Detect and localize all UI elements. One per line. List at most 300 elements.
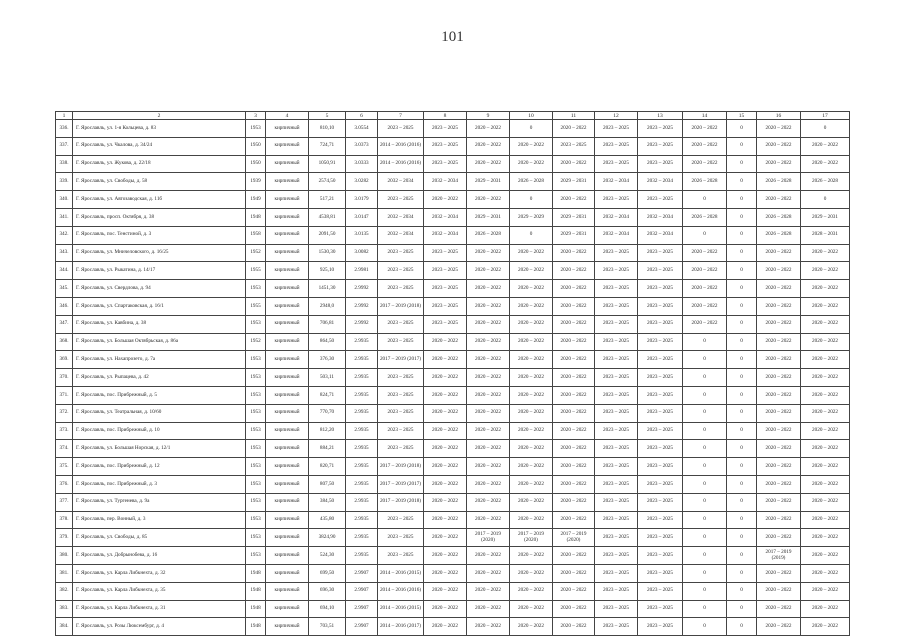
table-cell: 2.9935 xyxy=(346,458,378,476)
row-number-cell: 383. xyxy=(56,600,73,618)
table-cell: 0 xyxy=(683,404,727,422)
row-number-cell: 337. xyxy=(56,137,73,155)
table-cell: 2023 – 2025 xyxy=(424,315,467,333)
table-cell: 2020 – 2022 xyxy=(467,458,510,476)
table-cell: кирпичный xyxy=(266,618,309,636)
table-cell: 1953 xyxy=(246,547,266,565)
table-cell: 2017 – 2019 (2019) xyxy=(757,547,801,565)
table-cell: кирпичный xyxy=(266,386,309,404)
table-cell: 1939 xyxy=(246,173,266,191)
table-cell: 1955 xyxy=(246,297,266,315)
table-cell: 2023 – 2025 xyxy=(595,493,638,511)
table-cell: 0 xyxy=(683,493,727,511)
table-cell: 1948 xyxy=(246,564,266,582)
table-cell: 2020 – 2022 xyxy=(757,564,801,582)
column-number-cell: 2 xyxy=(73,112,246,120)
table-cell: 2020 – 2022 xyxy=(510,458,553,476)
table-cell: 2020 – 2022 xyxy=(424,422,467,440)
table-cell: 2023 – 2025 xyxy=(424,262,467,280)
row-number-cell: 369. xyxy=(56,351,73,369)
table-cell: 2020 – 2022 xyxy=(424,404,467,422)
table-cell: 2017 – 2019 (2018) xyxy=(378,493,424,511)
address-cell: Г. Ярославль, пос. Прибрежный, д. 12 xyxy=(73,458,246,476)
table-cell: 2020 – 2022 xyxy=(510,244,553,262)
table-cell: 2023 – 2025 xyxy=(378,386,424,404)
address-cell: Г. Ярославль, пос. Тенстиной, д. 3 xyxy=(73,226,246,244)
table-cell: 1950 xyxy=(246,155,266,173)
row-number-cell: 371. xyxy=(56,386,73,404)
table-cell: 2020 – 2022 xyxy=(757,600,801,618)
table-cell: 820,71 xyxy=(309,458,346,476)
table-row xyxy=(56,440,850,458)
table-cell: 0 xyxy=(683,511,727,529)
table-cell: 2020 – 2022 xyxy=(510,137,553,155)
row-number-cell: 343. xyxy=(56,244,73,262)
table-cell: 503,11 xyxy=(309,369,346,387)
table-cell: 2020 – 2022 xyxy=(424,333,467,351)
table-cell: 2023 – 2025 xyxy=(378,440,424,458)
table-cell: 2014 – 2016 (2016) xyxy=(378,155,424,173)
table-cell: 770,70 xyxy=(309,404,346,422)
table-cell: 2.9935 xyxy=(346,511,378,529)
table-cell: 0 xyxy=(683,191,727,209)
column-number-cell: 8 xyxy=(424,112,467,120)
table-cell: 2091,50 xyxy=(309,226,346,244)
table-cell: 1451,30 xyxy=(309,280,346,298)
table-cell: 2032 – 2034 xyxy=(595,208,638,226)
table-cell: 2023 – 2025 xyxy=(638,475,683,493)
table-cell: 696,30 xyxy=(309,582,346,600)
table-cell: 2023 – 2025 xyxy=(595,244,638,262)
column-number-cell: 11 xyxy=(553,112,595,120)
column-number-cell: 17 xyxy=(801,112,850,120)
table-cell: 1953 xyxy=(246,493,266,511)
table-cell: 2020 – 2022 xyxy=(757,333,801,351)
table-cell: 384,50 xyxy=(309,493,346,511)
table-cell: 0 xyxy=(683,351,727,369)
table-cell: 2020 – 2022 xyxy=(510,440,553,458)
table-cell: 0 xyxy=(727,351,757,369)
table-cell: 2032 – 2034 xyxy=(638,173,683,191)
table-cell: 3.0179 xyxy=(346,191,378,209)
table-cell: 2020 – 2022 xyxy=(467,493,510,511)
table-cell: 2023 – 2025 xyxy=(595,511,638,529)
table-cell: 2020 – 2022 xyxy=(801,333,850,351)
table-cell: 2020 – 2022 xyxy=(467,351,510,369)
table-cell: 0 xyxy=(727,600,757,618)
table-cell: 2020 – 2022 xyxy=(801,547,850,565)
row-number-cell: 377. xyxy=(56,493,73,511)
table-cell: 1948 xyxy=(246,208,266,226)
table-row xyxy=(56,475,850,493)
table-cell: 0 xyxy=(727,582,757,600)
table-cell: 2017 – 2019 (2017) xyxy=(378,351,424,369)
table-cell: кирпичный xyxy=(266,333,309,351)
table-cell: 1050,91 xyxy=(309,155,346,173)
column-number-cell: 4 xyxy=(266,112,309,120)
table-cell: кирпичный xyxy=(266,226,309,244)
table-cell: 2020 – 2022 xyxy=(467,511,510,529)
table-cell: 0 xyxy=(510,191,553,209)
table-cell: 2023 – 2025 xyxy=(595,475,638,493)
table-cell: 2023 – 2025 xyxy=(638,351,683,369)
address-cell: Г. Ярославль, ул. Карла Либкнехта, д. 32 xyxy=(73,564,246,582)
table-cell: 2023 – 2025 xyxy=(595,155,638,173)
table-cell: 0 xyxy=(683,564,727,582)
table-cell: 2020 – 2022 xyxy=(424,369,467,387)
table-cell: кирпичный xyxy=(266,493,309,511)
table-cell: 0 xyxy=(727,511,757,529)
table-cell: 2020 – 2022 xyxy=(553,547,595,565)
table-cell: 0 xyxy=(683,422,727,440)
table-cell: 0 xyxy=(727,297,757,315)
table-cell: 2.9935 xyxy=(346,475,378,493)
table-cell: 2020 – 2022 xyxy=(424,600,467,618)
row-number-cell: 341. xyxy=(56,208,73,226)
table-row xyxy=(56,600,850,618)
table-cell: 2023 – 2025 xyxy=(638,369,683,387)
table-cell: 2020 – 2022 xyxy=(553,369,595,387)
table-cell: 2020 – 2022 xyxy=(424,475,467,493)
table-cell: 2020 – 2022 xyxy=(467,369,510,387)
table-cell: 2020 – 2022 xyxy=(553,475,595,493)
table-cell: 2032 – 2034 xyxy=(638,226,683,244)
table-cell: 2020 – 2022 xyxy=(553,191,595,209)
table-cell: 2023 – 2025 xyxy=(595,547,638,565)
table-cell: 1953 xyxy=(246,458,266,476)
table-cell: 2020 – 2022 xyxy=(553,422,595,440)
table-cell: 2.9992 xyxy=(346,315,378,333)
table-cell: 810,10 xyxy=(309,120,346,138)
table-cell: 2020 – 2022 xyxy=(757,369,801,387)
table-cell: 0 xyxy=(727,315,757,333)
table-cell: 2023 – 2025 xyxy=(378,511,424,529)
table-cell: 2023 – 2025 xyxy=(378,369,424,387)
table-cell: кирпичный xyxy=(266,369,309,387)
table-cell: 2020 – 2022 xyxy=(510,315,553,333)
table-cell: 0 xyxy=(727,422,757,440)
table-cell: 2020 – 2022 xyxy=(553,493,595,511)
address-cell: Г. Ярославль, ул. 1-я Кольцева, д. 83 xyxy=(73,120,246,138)
table-cell: 3824,90 xyxy=(309,529,346,547)
table-cell: 2.9907 xyxy=(346,600,378,618)
table-cell: кирпичный xyxy=(266,529,309,547)
table-cell: 2020 – 2022 xyxy=(757,137,801,155)
table-row xyxy=(56,582,850,600)
table-cell: 2023 – 2025 xyxy=(595,120,638,138)
table-cell: 2020 – 2022 xyxy=(757,404,801,422)
table-row xyxy=(56,493,850,511)
table-cell: 2020 – 2022 xyxy=(510,582,553,600)
table-cell: 2020 – 2022 xyxy=(757,155,801,173)
row-number-cell: 381. xyxy=(56,564,73,582)
table-cell: 2020 – 2022 xyxy=(553,155,595,173)
row-number-cell: 342. xyxy=(56,226,73,244)
table-cell: 2020 – 2022 xyxy=(801,369,850,387)
column-number-cell: 10 xyxy=(510,112,553,120)
table-cell: 2020 – 2022 xyxy=(757,386,801,404)
table-cell: 2020 – 2022 xyxy=(553,440,595,458)
table-cell: 2023 – 2025 xyxy=(638,511,683,529)
table-cell: 1953 xyxy=(246,120,266,138)
address-cell: Г. Ярославль, ул. Большая Норская, д. 12/1 xyxy=(73,440,246,458)
table-cell: кирпичный xyxy=(266,208,309,226)
address-cell: Г. Ярославль, ул. Свободы, д. 58 xyxy=(73,173,246,191)
table-cell: 2023 – 2025 xyxy=(378,529,424,547)
address-cell: Г. Ярославль, ул. Тургенева, д. 9а xyxy=(73,493,246,511)
table-cell: 2948,0 xyxy=(309,297,346,315)
table-cell: 925,10 xyxy=(309,262,346,280)
table-cell: кирпичный xyxy=(266,458,309,476)
address-cell: Г. Ярославль, ул. Карла Либкнехта, д. 35 xyxy=(73,582,246,600)
table-cell: 2023 – 2025 xyxy=(378,120,424,138)
table-cell: 2023 – 2025 xyxy=(424,120,467,138)
table-cell: 2020 – 2022 xyxy=(801,600,850,618)
address-cell: Г. Ярославль, ул. Добрынобева, д. 16 xyxy=(73,547,246,565)
table-cell: 2020 – 2022 xyxy=(553,458,595,476)
table-cell: 2032 – 2034 xyxy=(595,173,638,191)
table-cell: 2020 – 2022 xyxy=(553,511,595,529)
table-cell: 2020 – 2022 xyxy=(424,191,467,209)
table-cell: 2023 – 2025 xyxy=(638,315,683,333)
table-cell: 1948 xyxy=(246,582,266,600)
table-cell: 1955 xyxy=(246,262,266,280)
table-cell: 2032 – 2034 xyxy=(378,226,424,244)
table-cell: кирпичный xyxy=(266,191,309,209)
table-row xyxy=(56,547,850,565)
table-cell: 2032 – 2034 xyxy=(424,226,467,244)
table-cell: 2020 – 2022 xyxy=(683,137,727,155)
table-cell: 524,30 xyxy=(309,547,346,565)
address-cell: Г. Ярославль, ул. Свободы, д. 85 xyxy=(73,529,246,547)
table-cell: 2020 – 2022 xyxy=(757,475,801,493)
table-cell: 2.9907 xyxy=(346,582,378,600)
table-cell: 1953 xyxy=(246,475,266,493)
table-cell: кирпичный xyxy=(266,137,309,155)
table-cell: 2020 – 2022 xyxy=(510,564,553,582)
table-cell: 2023 – 2025 xyxy=(595,297,638,315)
table-cell: 2023 – 2025 xyxy=(378,191,424,209)
column-number-cell: 12 xyxy=(595,112,638,120)
table-cell: 2020 – 2022 xyxy=(510,404,553,422)
table-cell: 2020 – 2022 xyxy=(510,475,553,493)
table-cell: 2020 – 2022 xyxy=(467,315,510,333)
table-cell: 2023 – 2025 xyxy=(595,280,638,298)
table-cell: 2020 – 2022 xyxy=(757,351,801,369)
table-cell: кирпичный xyxy=(266,262,309,280)
table-cell: 2020 – 2022 xyxy=(510,547,553,565)
table-cell: 2020 – 2022 xyxy=(757,582,801,600)
table-cell: 2020 – 2022 xyxy=(801,262,850,280)
table-row xyxy=(56,262,850,280)
table-cell: 2020 – 2022 xyxy=(801,137,850,155)
row-number-cell: 375. xyxy=(56,458,73,476)
table-cell: кирпичный xyxy=(266,547,309,565)
table-cell: 2023 – 2025 xyxy=(595,422,638,440)
table-cell: 2023 – 2025 xyxy=(595,404,638,422)
table-cell: 2026 – 2028 xyxy=(757,208,801,226)
column-number-cell: 15 xyxy=(727,112,757,120)
table-cell: кирпичный xyxy=(266,422,309,440)
table-cell: 2020 – 2022 xyxy=(683,155,727,173)
table-cell: 2020 – 2022 xyxy=(801,422,850,440)
table-cell: 884,21 xyxy=(309,440,346,458)
table-cell: 2032 – 2034 xyxy=(424,208,467,226)
table-cell: 2020 – 2022 xyxy=(683,120,727,138)
table-cell: 2020 – 2022 xyxy=(553,564,595,582)
table-cell: 703,51 xyxy=(309,618,346,636)
table-cell: 2020 – 2022 xyxy=(757,262,801,280)
table-cell: 2023 – 2025 xyxy=(638,244,683,262)
table-cell: 1949 xyxy=(246,191,266,209)
table-cell: 1952 xyxy=(246,333,266,351)
table-cell: 2020 – 2022 xyxy=(801,315,850,333)
table-cell: 0 xyxy=(727,155,757,173)
table-cell: 2014 – 2016 (2017) xyxy=(378,618,424,636)
table-cell: 2020 – 2022 xyxy=(757,493,801,511)
table-cell: 0 xyxy=(683,333,727,351)
table-cell: 2.9935 xyxy=(346,440,378,458)
table-cell: 2023 – 2025 xyxy=(595,600,638,618)
table-row xyxy=(56,173,850,191)
table-cell: 0 xyxy=(727,529,757,547)
table-cell: 2023 – 2025 xyxy=(638,333,683,351)
row-number-cell: 376. xyxy=(56,475,73,493)
table-cell: 2020 – 2022 xyxy=(510,618,553,636)
table-cell: 2020 – 2022 xyxy=(757,120,801,138)
address-cell: Г. Ярославль, ул. Рыпацева, д. 42 xyxy=(73,369,246,387)
table-cell: 2023 – 2025 xyxy=(638,582,683,600)
table-cell: 2020 – 2022 xyxy=(510,386,553,404)
table-cell: 2020 – 2022 xyxy=(757,458,801,476)
table-cell: кирпичный xyxy=(266,120,309,138)
row-number-cell: 368. xyxy=(56,333,73,351)
row-number-cell: 346. xyxy=(56,297,73,315)
table-cell: 2020 – 2022 xyxy=(424,511,467,529)
table-cell: 2020 – 2022 xyxy=(801,351,850,369)
table-cell: 2023 – 2025 xyxy=(595,262,638,280)
row-number-cell: 372. xyxy=(56,404,73,422)
table-cell: кирпичный xyxy=(266,244,309,262)
table-cell: 2017 – 2019 (2018) xyxy=(378,458,424,476)
table-cell: 2.9907 xyxy=(346,618,378,636)
row-number-cell: 378. xyxy=(56,511,73,529)
table-cell: 0 xyxy=(683,529,727,547)
table-cell: 2023 – 2025 xyxy=(638,137,683,155)
table-row xyxy=(56,137,850,155)
address-cell: Г. Ярославль, пос. Прибрежный, д. 5 xyxy=(73,386,246,404)
table-cell: 0 xyxy=(727,120,757,138)
table-cell: 0 xyxy=(727,191,757,209)
table-cell: 2.9992 xyxy=(346,280,378,298)
table-cell: 2020 – 2022 xyxy=(467,155,510,173)
table-cell: 3.0282 xyxy=(346,173,378,191)
table-cell: 2020 – 2022 xyxy=(424,547,467,565)
row-number-cell: 382. xyxy=(56,582,73,600)
table-cell: 2023 – 2025 xyxy=(638,458,683,476)
table-cell: 2020 – 2022 xyxy=(757,440,801,458)
table-cell: 1953 xyxy=(246,280,266,298)
table-cell: 2020 – 2022 xyxy=(467,386,510,404)
table-cell: 2020 – 2022 xyxy=(801,280,850,298)
column-number-row xyxy=(56,112,850,120)
table-cell: 2026 – 2028 xyxy=(757,226,801,244)
table-cell: 1953 xyxy=(246,422,266,440)
address-cell: Г. Ярославль, ул. Свердлова, д. 94 xyxy=(73,280,246,298)
table-cell: 2.9935 xyxy=(346,333,378,351)
table-cell: 2020 – 2022 xyxy=(757,529,801,547)
table-cell: 2.9935 xyxy=(346,386,378,404)
table-cell: 2023 – 2025 xyxy=(638,564,683,582)
row-number-cell: 336. xyxy=(56,120,73,138)
table-cell: 1953 xyxy=(246,386,266,404)
table-cell: 2020 – 2022 xyxy=(757,280,801,298)
table-cell: 2020 – 2022 xyxy=(801,511,850,529)
table-cell: 2023 – 2025 xyxy=(638,600,683,618)
table-cell: 2020 – 2022 xyxy=(467,191,510,209)
table-cell: кирпичный xyxy=(266,315,309,333)
table-cell: 2014 – 2016 (2016) xyxy=(378,582,424,600)
table-cell: 435,80 xyxy=(309,511,346,529)
table-cell: 0 xyxy=(727,618,757,636)
table-cell: 2020 – 2022 xyxy=(757,244,801,262)
address-cell: Г. Ярославль, пос. Прибрежный, д. 10 xyxy=(73,422,246,440)
table-cell: 2020 – 2022 xyxy=(467,582,510,600)
table-cell: 4538,81 xyxy=(309,208,346,226)
table-cell: 807,50 xyxy=(309,475,346,493)
table-cell: 1953 xyxy=(246,511,266,529)
table-cell: 2020 – 2022 xyxy=(553,404,595,422)
table-cell: 2023 – 2025 xyxy=(424,137,467,155)
table-cell: 1952 xyxy=(246,244,266,262)
table-cell: 2032 – 2034 xyxy=(424,173,467,191)
table-cell: 812,20 xyxy=(309,422,346,440)
table-cell: 2023 – 2025 xyxy=(638,386,683,404)
table-cell: 2020 – 2022 xyxy=(801,297,850,315)
table-cell: 0 xyxy=(727,440,757,458)
table-cell: 2014 – 2016 (2015) xyxy=(378,564,424,582)
table-cell: 2026 – 2028 xyxy=(801,173,850,191)
table-cell: 2023 – 2025 xyxy=(378,280,424,298)
table-cell: 2023 – 2025 xyxy=(378,404,424,422)
table-cell: 1950 xyxy=(246,137,266,155)
row-number-cell: 373. xyxy=(56,422,73,440)
table-cell: кирпичный xyxy=(266,582,309,600)
table-row xyxy=(56,333,850,351)
table-cell: 2023 – 2025 xyxy=(378,422,424,440)
table-cell: 2020 – 2022 xyxy=(553,386,595,404)
table-cell: 2023 – 2025 xyxy=(595,386,638,404)
table-cell: 0 xyxy=(727,137,757,155)
table-cell: 3.0554 xyxy=(346,120,378,138)
table-row xyxy=(56,564,850,582)
table-cell: 706,81 xyxy=(309,315,346,333)
table-cell: 2020 – 2022 xyxy=(510,422,553,440)
table-cell: 2023 – 2025 xyxy=(595,564,638,582)
table-cell: 2020 – 2022 xyxy=(467,600,510,618)
table-cell: кирпичный xyxy=(266,297,309,315)
table-cell: 2023 – 2025 xyxy=(378,262,424,280)
table-cell: 0 xyxy=(727,226,757,244)
address-cell: Г. Ярославль, пер. Вонный, д. 3 xyxy=(73,511,246,529)
table-cell: 2023 – 2025 xyxy=(378,547,424,565)
table-cell: 2023 – 2025 xyxy=(378,333,424,351)
address-cell: Г. Ярославль, пос. Прибрежный, д. 3 xyxy=(73,475,246,493)
table-cell: 2020 – 2022 xyxy=(683,297,727,315)
table-cell: 2032 – 2034 xyxy=(638,208,683,226)
table-cell: кирпичный xyxy=(266,511,309,529)
table-cell: 0 xyxy=(510,226,553,244)
